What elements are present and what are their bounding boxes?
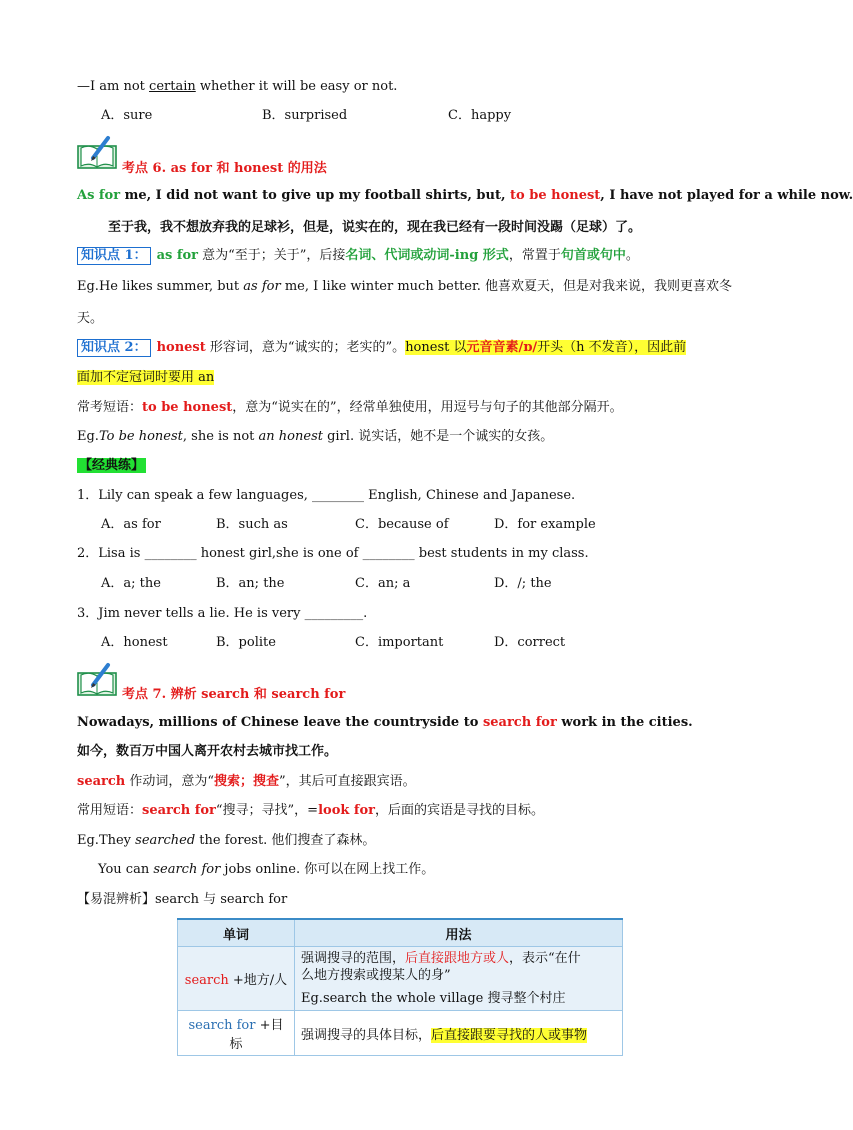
table-row: [178, 1011, 623, 1056]
answer-word: certain: [149, 79, 196, 94]
sec7-example-sentence: Nowadays, millions of Chinese leave the countryside to search for work in the cities.: [77, 715, 693, 730]
sec6-example-translation: 至于我，我不想放弃我的足球衫，但是，说实在的，现在我已经有一段时间没踢（足球）了。: [108, 220, 642, 235]
q2-option-c: C．an; a: [355, 576, 411, 591]
sec7-definition: search 作动词，意为“搜索；搜查”，其后可直接跟宾语。: [77, 774, 416, 789]
table-header-word: 单词: [178, 919, 295, 947]
q1-option-c: C．because of: [355, 517, 449, 532]
book-pencil-icon: [77, 663, 117, 697]
table-cell-usage: 强调搜寻的范围，后直接跟地方或人，表示“在什 么地方搜索或搜某人的身” Eg.search the whole village 搜寻整个村庄: [295, 947, 623, 1011]
knowledge-point-1: 知识点 1： as for 意为“至于；关于”，后接名词、代词或动词-ing 形式，常置于句首或句中。: [77, 247, 639, 265]
sec7-eg2: You can search for jobs online. 你可以在网上找工作。: [98, 862, 435, 877]
practice-q1: 1．Lily can speak a few languages, ________ English, Chinese and Japanese.: [77, 488, 576, 503]
sec7-example-translation: 如今，数百万中国人离开农村去城市找工作。: [77, 744, 338, 759]
q3-option-b: B．polite: [216, 635, 276, 650]
table-cell-word: search for +目标: [178, 1011, 295, 1056]
knowledge-point-2-cont: 面加不定冠词时要用 an: [77, 370, 215, 385]
sec6-eg1: Eg.He likes summer, but as for me, I like winter much better. 他喜欢夏天，但是对我来说，我则更喜欢冬: [77, 279, 733, 294]
table-cell-word: search +地方/人: [178, 947, 295, 1011]
practice-q2: 2．Lisa is ________ honest girl,she is one of ________ best students in my class.: [77, 546, 589, 561]
section-6-title: 考点 6. as for 和 honest 的用法: [122, 161, 327, 176]
book-pencil-icon: [77, 136, 117, 170]
q3-option-d: D．correct: [494, 635, 566, 650]
practice-label: 【经典练】: [79, 458, 145, 473]
section-7-title: 考点 7. 辨析 search 和 search for: [122, 687, 346, 702]
sec7-eg1: Eg.They searched the forest. 他们搜查了森林。: [77, 833, 376, 848]
knowledge-label-1: 知识点 1：: [77, 247, 151, 265]
comparison-table: [177, 918, 623, 1056]
q2-option-d: D．/; the: [494, 576, 552, 591]
q2-option-b: B．an; the: [216, 576, 285, 591]
table-cell-usage: 强调搜寻的具体目标，后直接跟要寻找的人或事物: [295, 1011, 623, 1056]
option-c: C．happy: [448, 108, 512, 123]
table-row: [178, 947, 623, 1011]
knowledge-point-2: 知识点 2： honest 形容词，意为“诚实的；老实的”。honest 以元音音素/ɒ/开头（h 不发音），因此前: [77, 339, 686, 357]
q3-option-c: C．important: [355, 635, 444, 650]
option-b: B．surprised: [262, 108, 348, 123]
q1-option-d: D．for example: [494, 517, 596, 532]
table-header-row: [178, 919, 623, 947]
knowledge-label-2: 知识点 2：: [77, 339, 151, 357]
sec6-example-sentence: As for me, I did not want to give up my football shirts, but, to be honest, I have not played for a while now.: [77, 188, 853, 203]
highlight-note: honest 以元音音素/ɒ/开头（h 不发音），因此前: [405, 340, 687, 355]
question-line: —I am not certain whether it will be easy or not.: [77, 79, 398, 94]
q3-option-a: A．honest: [101, 635, 168, 650]
sec6-phrase: 常考短语：to be honest，意为“说实在的”，经常单独使用，用逗号与句子的其他部分隔开。: [77, 400, 623, 415]
sec6-eg2: Eg.To be honest, she is not an honest girl. 说实话，她不是一个诚实的女孩。: [77, 429, 554, 444]
sec6-eg1-cont: 天。: [77, 311, 104, 326]
sec7-phrase: 常用短语：search for“搜寻；寻找”，=look for，后面的宾语是寻找的目标。: [77, 803, 545, 818]
option-a: A．sure: [101, 108, 153, 123]
practice-q3: 3．Jim never tells a lie. He is very _________.: [77, 606, 368, 621]
confusion-heading: 【易混辨析】search 与 search for: [77, 892, 288, 907]
table-header-usage: 用法: [295, 919, 623, 947]
q1-option-b: B．such as: [216, 517, 288, 532]
q1-option-a: A．as for: [101, 517, 161, 532]
q2-option-a: A．a; the: [101, 576, 161, 591]
